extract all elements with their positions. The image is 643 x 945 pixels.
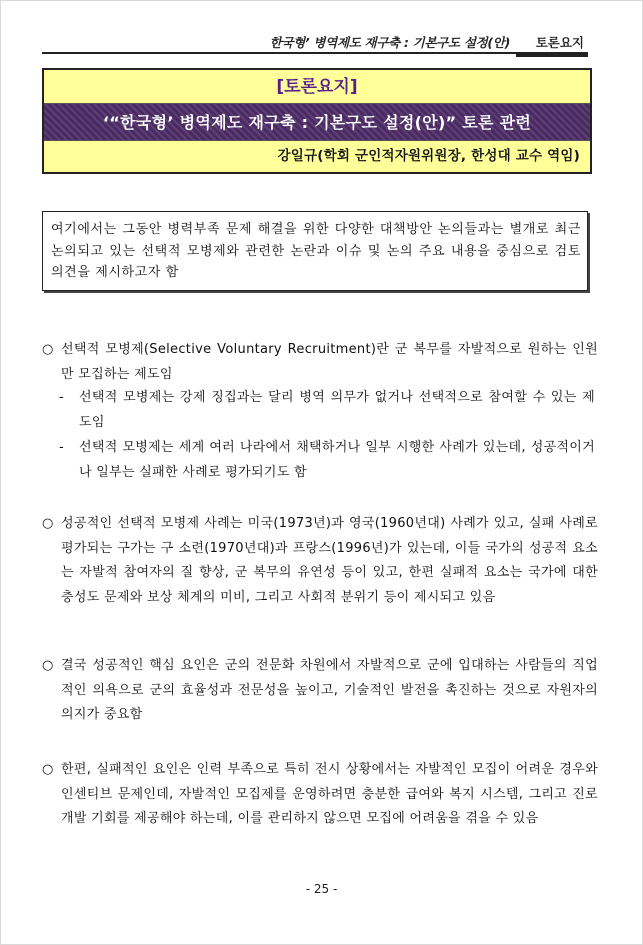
dash-bullet-icon: - [59,390,64,405]
bullet-item [42,338,598,387]
bullet-item [42,512,598,610]
section-underline [516,54,588,57]
title-block [42,68,592,174]
title-label: [토론요지] [44,70,590,104]
sub-bullet-item [59,386,595,435]
circle-bullet-icon: ○ [42,762,54,777]
bullet-text: 한편, 실패적인 요인은 인력 부족으로 특히 전시 상황에서는 자발적인 모집이 어려운 경우와 인센티브 문제인데, 자발적인 모집제를 운영하려면 충분한 급여와 복지 시스템, 그리고 진로 개발 기회를 제공해야 하는데, 이를 관리하지 않으면 모집에 어려움을 겪을 수 있음 [61,762,598,826]
bullet-item [42,654,598,728]
bullet-text: 선택적 모병제(Selective Voluntary Recruitment)란 군 복무를 자발적으로 원하는 인원만 모집하는 제도임 [61,342,598,382]
sub-bullet-item [59,436,595,485]
circle-bullet-icon: ○ [42,658,54,673]
author-line: 강일규(학회 군인적자원위원장, 한성대 교수 역임) [44,141,590,172]
page-number: - 25 - [305,882,338,896]
circle-bullet-icon: ○ [42,516,54,531]
sub-bullet-text: 선택적 모병제는 세계 여러 나라에서 채택하거나 일부 시행한 사례가 있는데, 성공적이거나 일부는 실패한 사례로 평가되기도 함 [79,440,595,480]
dash-bullet-icon: - [59,440,64,455]
bullet-text: 성공적인 선택적 모병제 사례는 미국(1973년)과 영국(1960년대) 사례가 있고, 실패 사례로 평가되는 구가는 구 소련(1970년대)과 프랑스(1996년)가 있는데, 이들 국가의 성공적 요소는 자발적 참여자의 질 향상, 군 복무의 유연성 등이 있고, 한편 실패적 요소는 국가에 대한 충성도 문제와 보상 체계의 미비, 그리고 사회적 분위기 등이 제시되고 있음 [61,516,598,605]
running-header [42,30,588,54]
bullet-text: 결국 성공적인 핵심 요인은 군의 전문화 차원에서 자발적으로 군에 입대하는 사람들의 직업적인 의욕으로 군의 효율성과 전문성을 높이고, 기술적인 발전을 촉진하는 것으로 자원자의 의지가 중요함 [61,658,598,722]
running-header-section: 토론요지 [535,35,584,50]
document-title: ‘“한국형’ 병역제도 재구축 : 기본구도 설정(안)” 토론 관련 [44,104,590,141]
summary-box: 여기에서는 그동안 병력부족 문제 해결을 위한 다양한 대책방안 논의들과는 별개로 최근 논의되고 있는 선택적 모병제와 관련한 논란과 이슈 및 논의 주요 내용을 중심으로 검토 의견을 제시하고자 함 [42,211,588,291]
running-header-title: 한국형’ 병역제도 재구축 : 기본구도 설정(안) [269,35,510,50]
bullet-item [42,758,598,832]
circle-bullet-icon: ○ [42,342,54,357]
sub-bullet-text: 선택적 모병제는 강제 징집과는 달리 병역 의무가 없거나 선택적으로 참여할 수 있는 제도임 [79,390,595,430]
